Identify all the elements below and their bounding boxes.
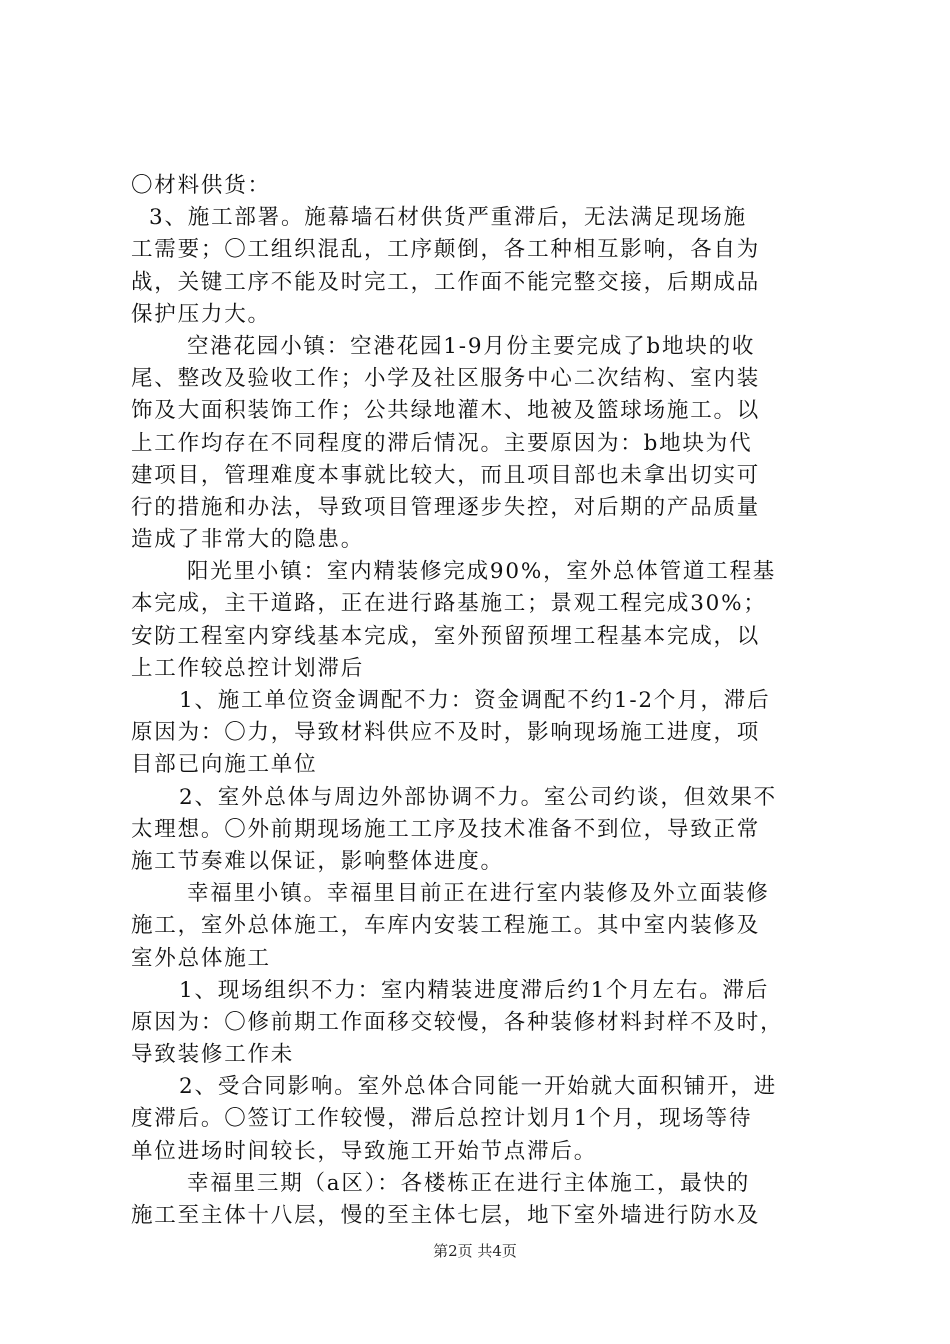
text-line: 空港花园小镇：空港花园1-9月份主要完成了b地块的收: [187, 333, 756, 359]
text-line: 上工作均存在不同程度的滞后情况。主要原因为：b地块为代: [131, 430, 753, 456]
text-line: 工需要；〇工组织混乱，工序颠倒，各工种相互影响，各自为: [131, 237, 761, 263]
text-line: 室外总体施工: [131, 945, 271, 971]
text-line: 度滞后。〇签订工作较慢，滞后总控计划月1个月，现场等待: [131, 1106, 753, 1132]
text-line: 原因为：〇修前期工作面移交较慢，各种装修材料封样不及时，: [131, 1009, 784, 1035]
text-line: 单位进场时间较长，导致施工开始节点滞后。: [131, 1138, 598, 1164]
text-line: 安防工程室内穿线基本完成，室外预留预埋工程基本完成，以: [131, 623, 761, 649]
text-line: 施工节奏难以保证，影响整体进度。: [131, 848, 504, 874]
text-line: 施工至主体十八层，慢的至主体七层，地下室外墙进行防水及: [131, 1203, 761, 1228]
text-line: 行的措施和办法，导致项目管理逐步失控，对后期的产品质量: [131, 494, 761, 520]
text-line: 目部已向施工单位: [131, 752, 318, 778]
text-line: 1、施工单位资金调配不力：资金调配不约1-2个月，滞后: [179, 688, 771, 713]
page-footer: 第2页 共4页: [433, 1242, 517, 1260]
body-text: [131, 170, 831, 1232]
text-line: 〇材料供货：: [131, 173, 271, 198]
text-line: 饰及大面积装饰工作；公共绿地灌木、地被及篮球场施工。以: [131, 398, 761, 424]
text-line: 保护压力大。: [131, 301, 271, 327]
text-line: 1、现场组织不力：室内精装进度滞后约1个月左右。滞后: [179, 977, 770, 1003]
text-line: 造成了非常大的隐患。: [131, 527, 365, 553]
text-line: 尾、整改及验收工作；小学及社区服务中心二次结构、室内装: [131, 366, 761, 392]
text-line: 2、受合同影响。室外总体合同能一开始就大面积铺开，进: [179, 1074, 777, 1100]
text-line: 上工作较总控计划滞后: [131, 655, 365, 681]
text-line: 3、施工部署。施幕墙石材供货严重滞后，无法满足现场施: [149, 205, 747, 231]
text-line: 施工，室外总体施工，车库内安装工程施工。其中室内装修及: [131, 913, 761, 939]
text-line: 战，关键工序不能及时完工，工作面不能完整交接，后期成品: [131, 269, 761, 295]
text-line: 本完成，主干道路，正在进行路基施工；景观工程完成30%；: [131, 591, 767, 617]
text-line: 建项目，管理难度本事就比较大，而且项目部也未拿出切实可: [131, 462, 761, 488]
text-line: 幸福里三期（a区）：各楼栋正在进行主体施工，最快的: [187, 1170, 751, 1196]
text-line: 太理想。〇外前期现场施工工序及技术准备不到位，导致正常: [131, 816, 761, 842]
text-line: 导致装修工作未: [131, 1042, 295, 1068]
text-line: 幸福里小镇。幸福里目前正在进行室内装修及外立面装修: [187, 881, 770, 907]
text-line: 原因为：〇力，导致材料供应不及时，影响现场施工进度，项: [131, 720, 761, 746]
text-line: 阳光里小镇：室内精装修完成90%，室外总体管道工程基: [187, 559, 777, 585]
text-line: 2、室外总体与周边外部协调不力。室公司约谈，但效果不: [179, 784, 777, 810]
